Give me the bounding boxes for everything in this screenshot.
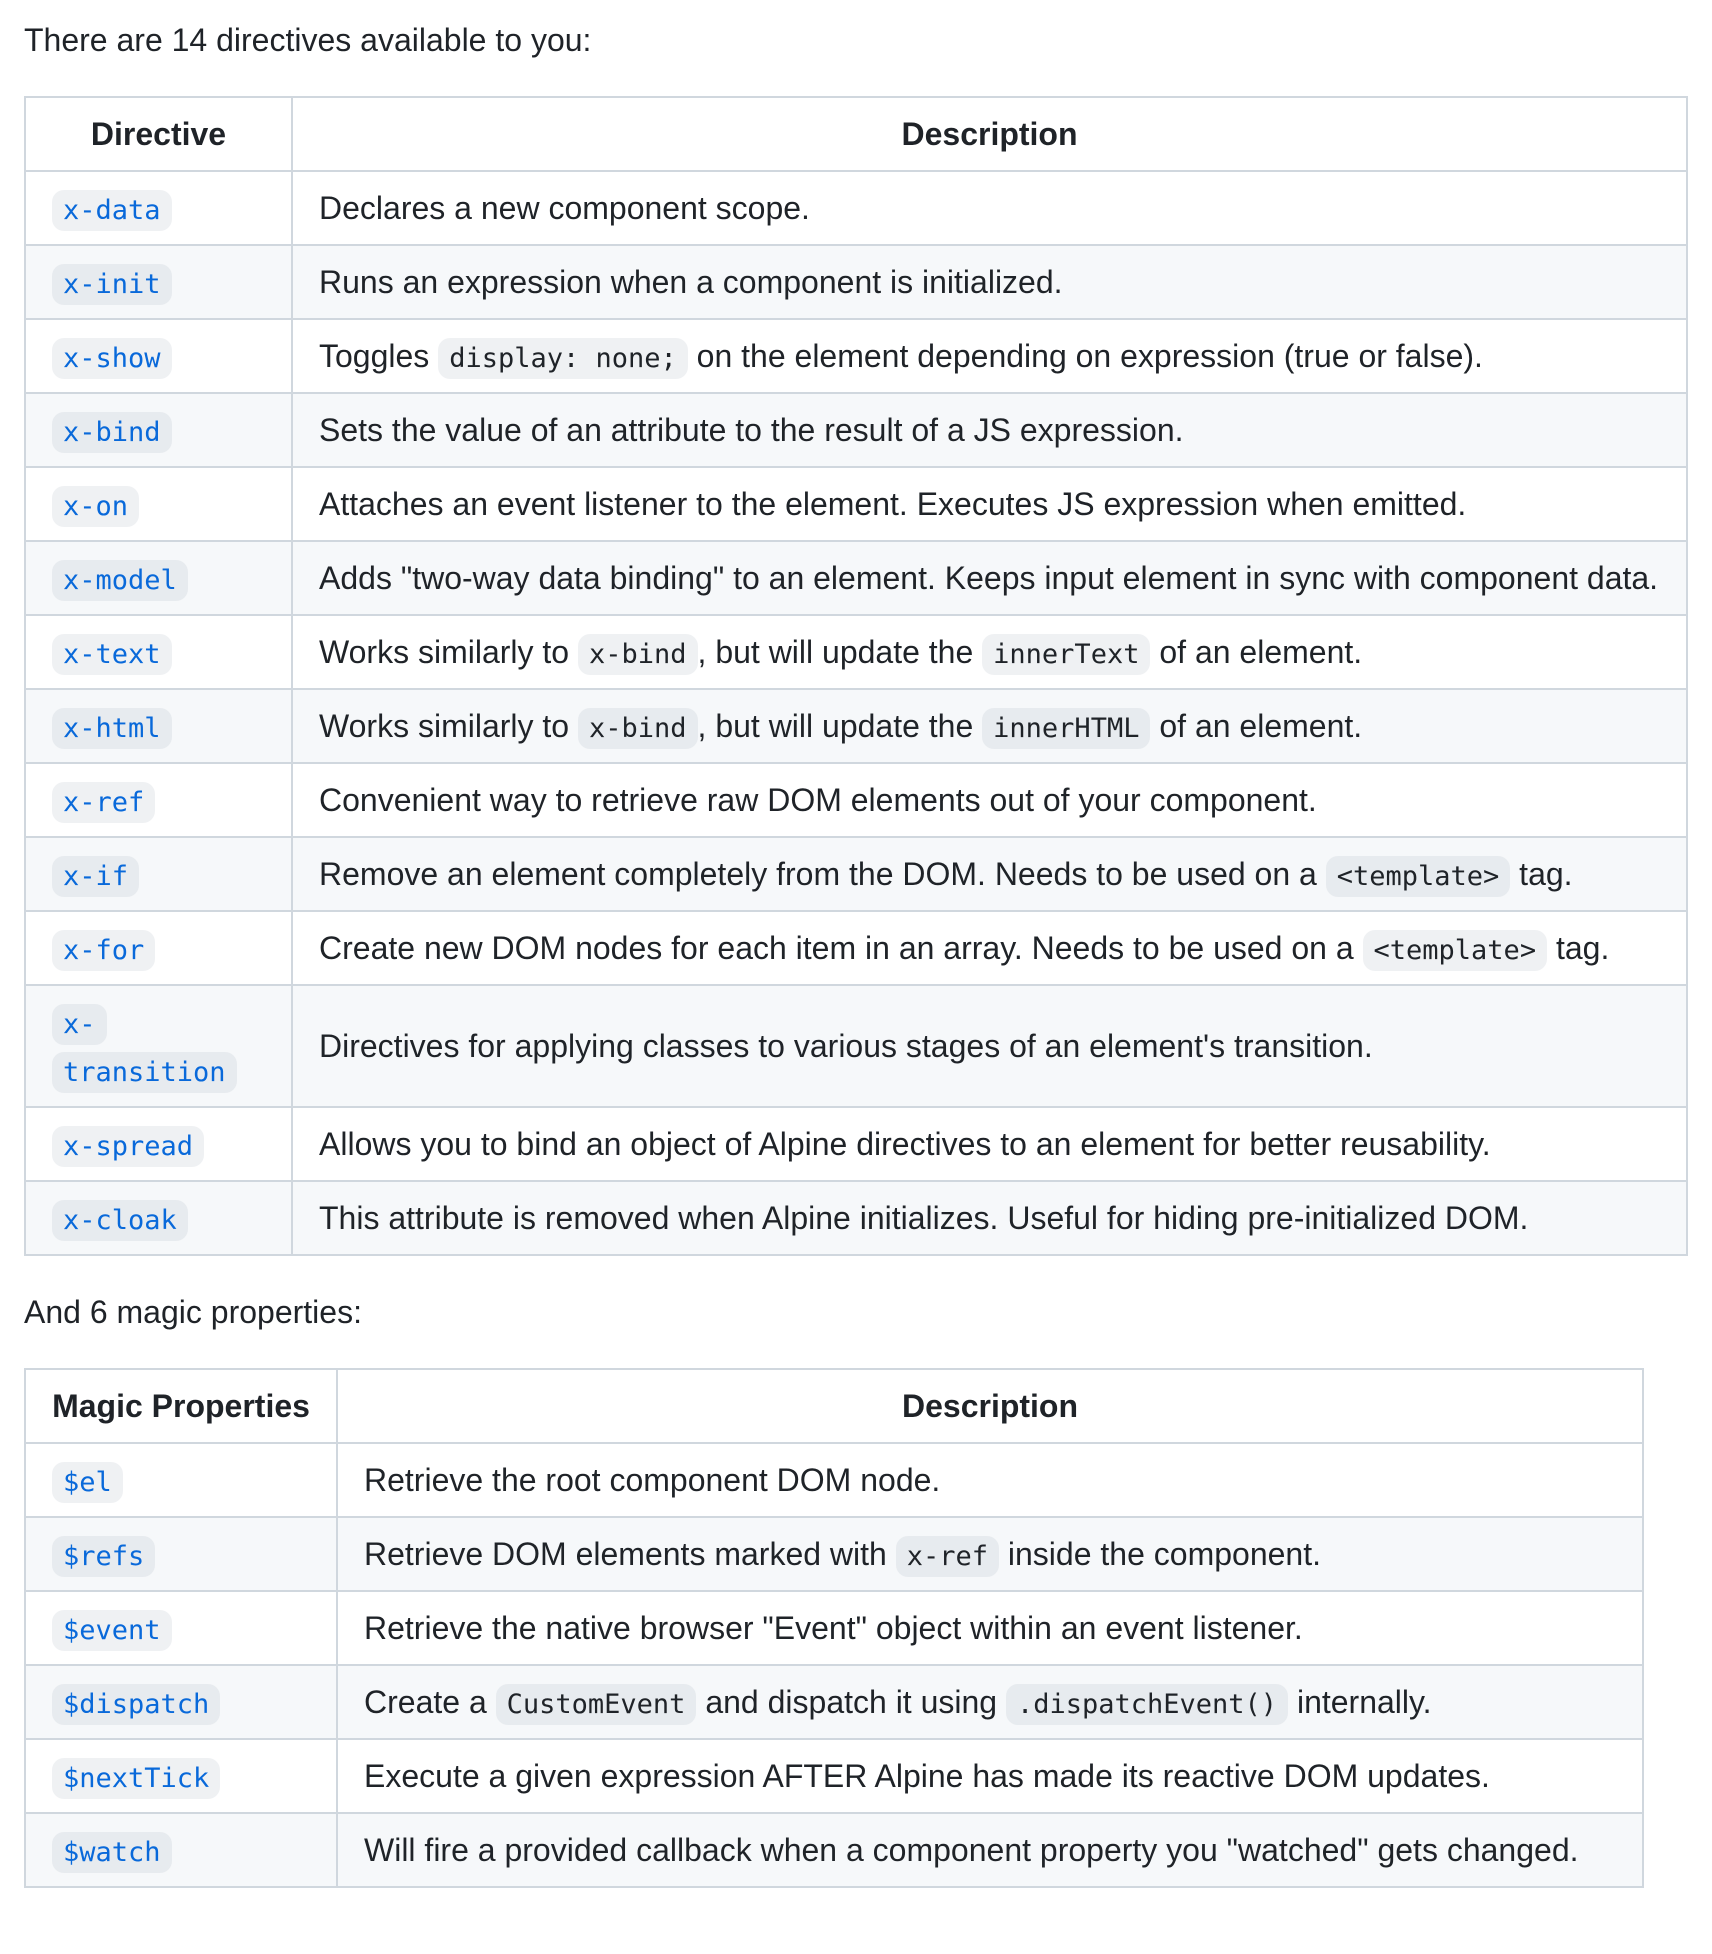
directive-link[interactable] bbox=[52, 560, 188, 596]
magic-property-link[interactable] bbox=[52, 1758, 220, 1794]
description-cell: Remove an element completely from the DOM. Needs to be used on a <template> tag. bbox=[292, 837, 1687, 911]
key-cell bbox=[25, 1813, 337, 1887]
inline-code: x-bind bbox=[578, 708, 698, 749]
description-cell: Attaches an event listener to the element. Executes JS expression when emitted. bbox=[292, 467, 1687, 541]
inline-code: display: none; bbox=[438, 338, 688, 379]
inline-code: x-ref bbox=[52, 782, 155, 823]
inline-code: x-html bbox=[52, 708, 172, 749]
description-cell: Works similarly to x-bind , but will update the innerText of an element. bbox=[292, 615, 1687, 689]
inline-code: x-bind bbox=[52, 412, 172, 453]
magic-property-link[interactable] bbox=[52, 1462, 123, 1498]
key-cell bbox=[25, 1739, 337, 1813]
table-row bbox=[25, 911, 1687, 985]
inline-code: innerText bbox=[982, 634, 1150, 675]
description-column-header: Description bbox=[292, 97, 1687, 171]
description-cell: Retrieve DOM elements marked with x-ref inside the component. bbox=[337, 1517, 1643, 1591]
description-cell: Retrieve the native browser "Event" object within an event listener. bbox=[337, 1591, 1643, 1665]
table-row bbox=[25, 1591, 1643, 1665]
table-row bbox=[25, 985, 1687, 1107]
inline-code: x-init bbox=[52, 264, 172, 305]
key-cell bbox=[25, 1517, 337, 1591]
magic-properties-column-header: Magic Properties bbox=[25, 1369, 337, 1443]
description-cell: Convenient way to retrieve raw DOM elements out of your component. bbox=[292, 763, 1687, 837]
inline-code: $event bbox=[52, 1610, 172, 1651]
description-cell: Directives for applying classes to various stages of an element's transition. bbox=[292, 985, 1687, 1107]
directive-link[interactable] bbox=[52, 412, 172, 448]
directives-table-body bbox=[25, 171, 1687, 1255]
inline-code: $refs bbox=[52, 1536, 155, 1577]
magic-properties-table bbox=[24, 1368, 1644, 1888]
key-cell bbox=[25, 911, 292, 985]
table-row bbox=[25, 1813, 1643, 1887]
key-cell bbox=[25, 1665, 337, 1739]
key-cell bbox=[25, 245, 292, 319]
table-row bbox=[25, 615, 1687, 689]
directive-link[interactable] bbox=[52, 1200, 188, 1236]
table-row bbox=[25, 1739, 1643, 1813]
description-cell: Works similarly to x-bind , but will update the innerHTML of an element. bbox=[292, 689, 1687, 763]
inline-code: $el bbox=[52, 1462, 123, 1503]
inline-code: x-text bbox=[52, 634, 172, 675]
directive-link[interactable] bbox=[52, 264, 172, 300]
directive-column-header: Directive bbox=[25, 97, 292, 171]
inline-code: x-spread bbox=[52, 1126, 204, 1167]
magic-properties-table-body bbox=[25, 1443, 1643, 1887]
key-cell bbox=[25, 1107, 292, 1181]
inline-code: x-data bbox=[52, 190, 172, 231]
table-row bbox=[25, 689, 1687, 763]
magic-property-link[interactable] bbox=[52, 1536, 155, 1572]
key-cell bbox=[25, 1591, 337, 1665]
table-header-row bbox=[25, 1369, 1643, 1443]
table-row bbox=[25, 1517, 1643, 1591]
directive-link[interactable] bbox=[52, 856, 139, 892]
directive-link[interactable] bbox=[52, 190, 172, 226]
key-cell bbox=[25, 1181, 292, 1255]
description-cell: Execute a given expression AFTER Alpine has made its reactive DOM updates. bbox=[337, 1739, 1643, 1813]
directive-link[interactable] bbox=[52, 708, 172, 744]
key-cell bbox=[25, 393, 292, 467]
description-cell: Toggles display: none; on the element depending on expression (true or false). bbox=[292, 319, 1687, 393]
inline-code: x-bind bbox=[578, 634, 698, 675]
table-row bbox=[25, 467, 1687, 541]
key-cell bbox=[25, 985, 292, 1107]
directive-link[interactable] bbox=[52, 486, 139, 522]
directive-link[interactable] bbox=[52, 338, 172, 374]
inline-code: <template> bbox=[1363, 930, 1548, 971]
key-cell bbox=[25, 319, 292, 393]
inline-code: $nextTick bbox=[52, 1758, 220, 1799]
table-row bbox=[25, 541, 1687, 615]
directive-link[interactable] bbox=[52, 782, 155, 818]
inline-code: .dispatchEvent() bbox=[1006, 1684, 1288, 1725]
description-column-header: Description bbox=[337, 1369, 1643, 1443]
table-header-row bbox=[25, 97, 1687, 171]
description-cell: This attribute is removed when Alpine initializes. Useful for hiding pre-initialized DOM. bbox=[292, 1181, 1687, 1255]
inline-code: x-transition bbox=[52, 1004, 237, 1093]
directive-link[interactable] bbox=[52, 634, 172, 670]
key-cell bbox=[25, 467, 292, 541]
magic-property-link[interactable] bbox=[52, 1684, 220, 1720]
key-cell bbox=[25, 541, 292, 615]
table-row bbox=[25, 763, 1687, 837]
table-row bbox=[25, 245, 1687, 319]
table-row bbox=[25, 319, 1687, 393]
key-cell bbox=[25, 837, 292, 911]
description-cell: Adds "two-way data binding" to an element. Keeps input element in sync with component data. bbox=[292, 541, 1687, 615]
magic-property-link[interactable] bbox=[52, 1610, 172, 1646]
description-cell: Retrieve the root component DOM node. bbox=[337, 1443, 1643, 1517]
directive-link[interactable] bbox=[52, 1004, 237, 1088]
description-cell: Runs an expression when a component is initialized. bbox=[292, 245, 1687, 319]
key-cell bbox=[25, 689, 292, 763]
intro-directives-text: There are 14 directives available to you: bbox=[24, 22, 592, 58]
directive-link[interactable] bbox=[52, 930, 155, 966]
inline-code: <template> bbox=[1326, 856, 1511, 897]
table-row bbox=[25, 1443, 1643, 1517]
magic-property-link[interactable] bbox=[52, 1832, 172, 1868]
inline-code: x-if bbox=[52, 856, 139, 897]
inline-code: $watch bbox=[52, 1832, 172, 1873]
description-cell: Create a CustomEvent and dispatch it using .dispatchEvent() internally. bbox=[337, 1665, 1643, 1739]
key-cell bbox=[25, 763, 292, 837]
table-row bbox=[25, 837, 1687, 911]
inline-code: x-for bbox=[52, 930, 155, 971]
intro-magic-text: And 6 magic properties: bbox=[24, 1294, 362, 1330]
description-cell: Declares a new component scope. bbox=[292, 171, 1687, 245]
description-cell: Sets the value of an attribute to the result of a JS expression. bbox=[292, 393, 1687, 467]
inline-code: x-on bbox=[52, 486, 139, 527]
inline-code: innerHTML bbox=[982, 708, 1150, 749]
description-cell: Allows you to bind an object of Alpine directives to an element for better reusability. bbox=[292, 1107, 1687, 1181]
table-row bbox=[25, 1665, 1643, 1739]
key-cell bbox=[25, 615, 292, 689]
description-cell: Create new DOM nodes for each item in an array. Needs to be used on a <template> tag. bbox=[292, 911, 1687, 985]
inline-code: x-model bbox=[52, 560, 188, 601]
inline-code: x-show bbox=[52, 338, 172, 379]
key-cell bbox=[25, 171, 292, 245]
table-row bbox=[25, 393, 1687, 467]
directives-table bbox=[24, 96, 1688, 1256]
inline-code: x-ref bbox=[896, 1536, 999, 1577]
table-row bbox=[25, 1181, 1687, 1255]
table-row bbox=[25, 1107, 1687, 1181]
table-row bbox=[25, 171, 1687, 245]
inline-code: $dispatch bbox=[52, 1684, 220, 1725]
description-cell: Will fire a provided callback when a component property you "watched" gets changed. bbox=[337, 1813, 1643, 1887]
inline-code: x-cloak bbox=[52, 1200, 188, 1241]
inline-code: CustomEvent bbox=[496, 1684, 697, 1725]
directive-link[interactable] bbox=[52, 1126, 204, 1162]
key-cell bbox=[25, 1443, 337, 1517]
